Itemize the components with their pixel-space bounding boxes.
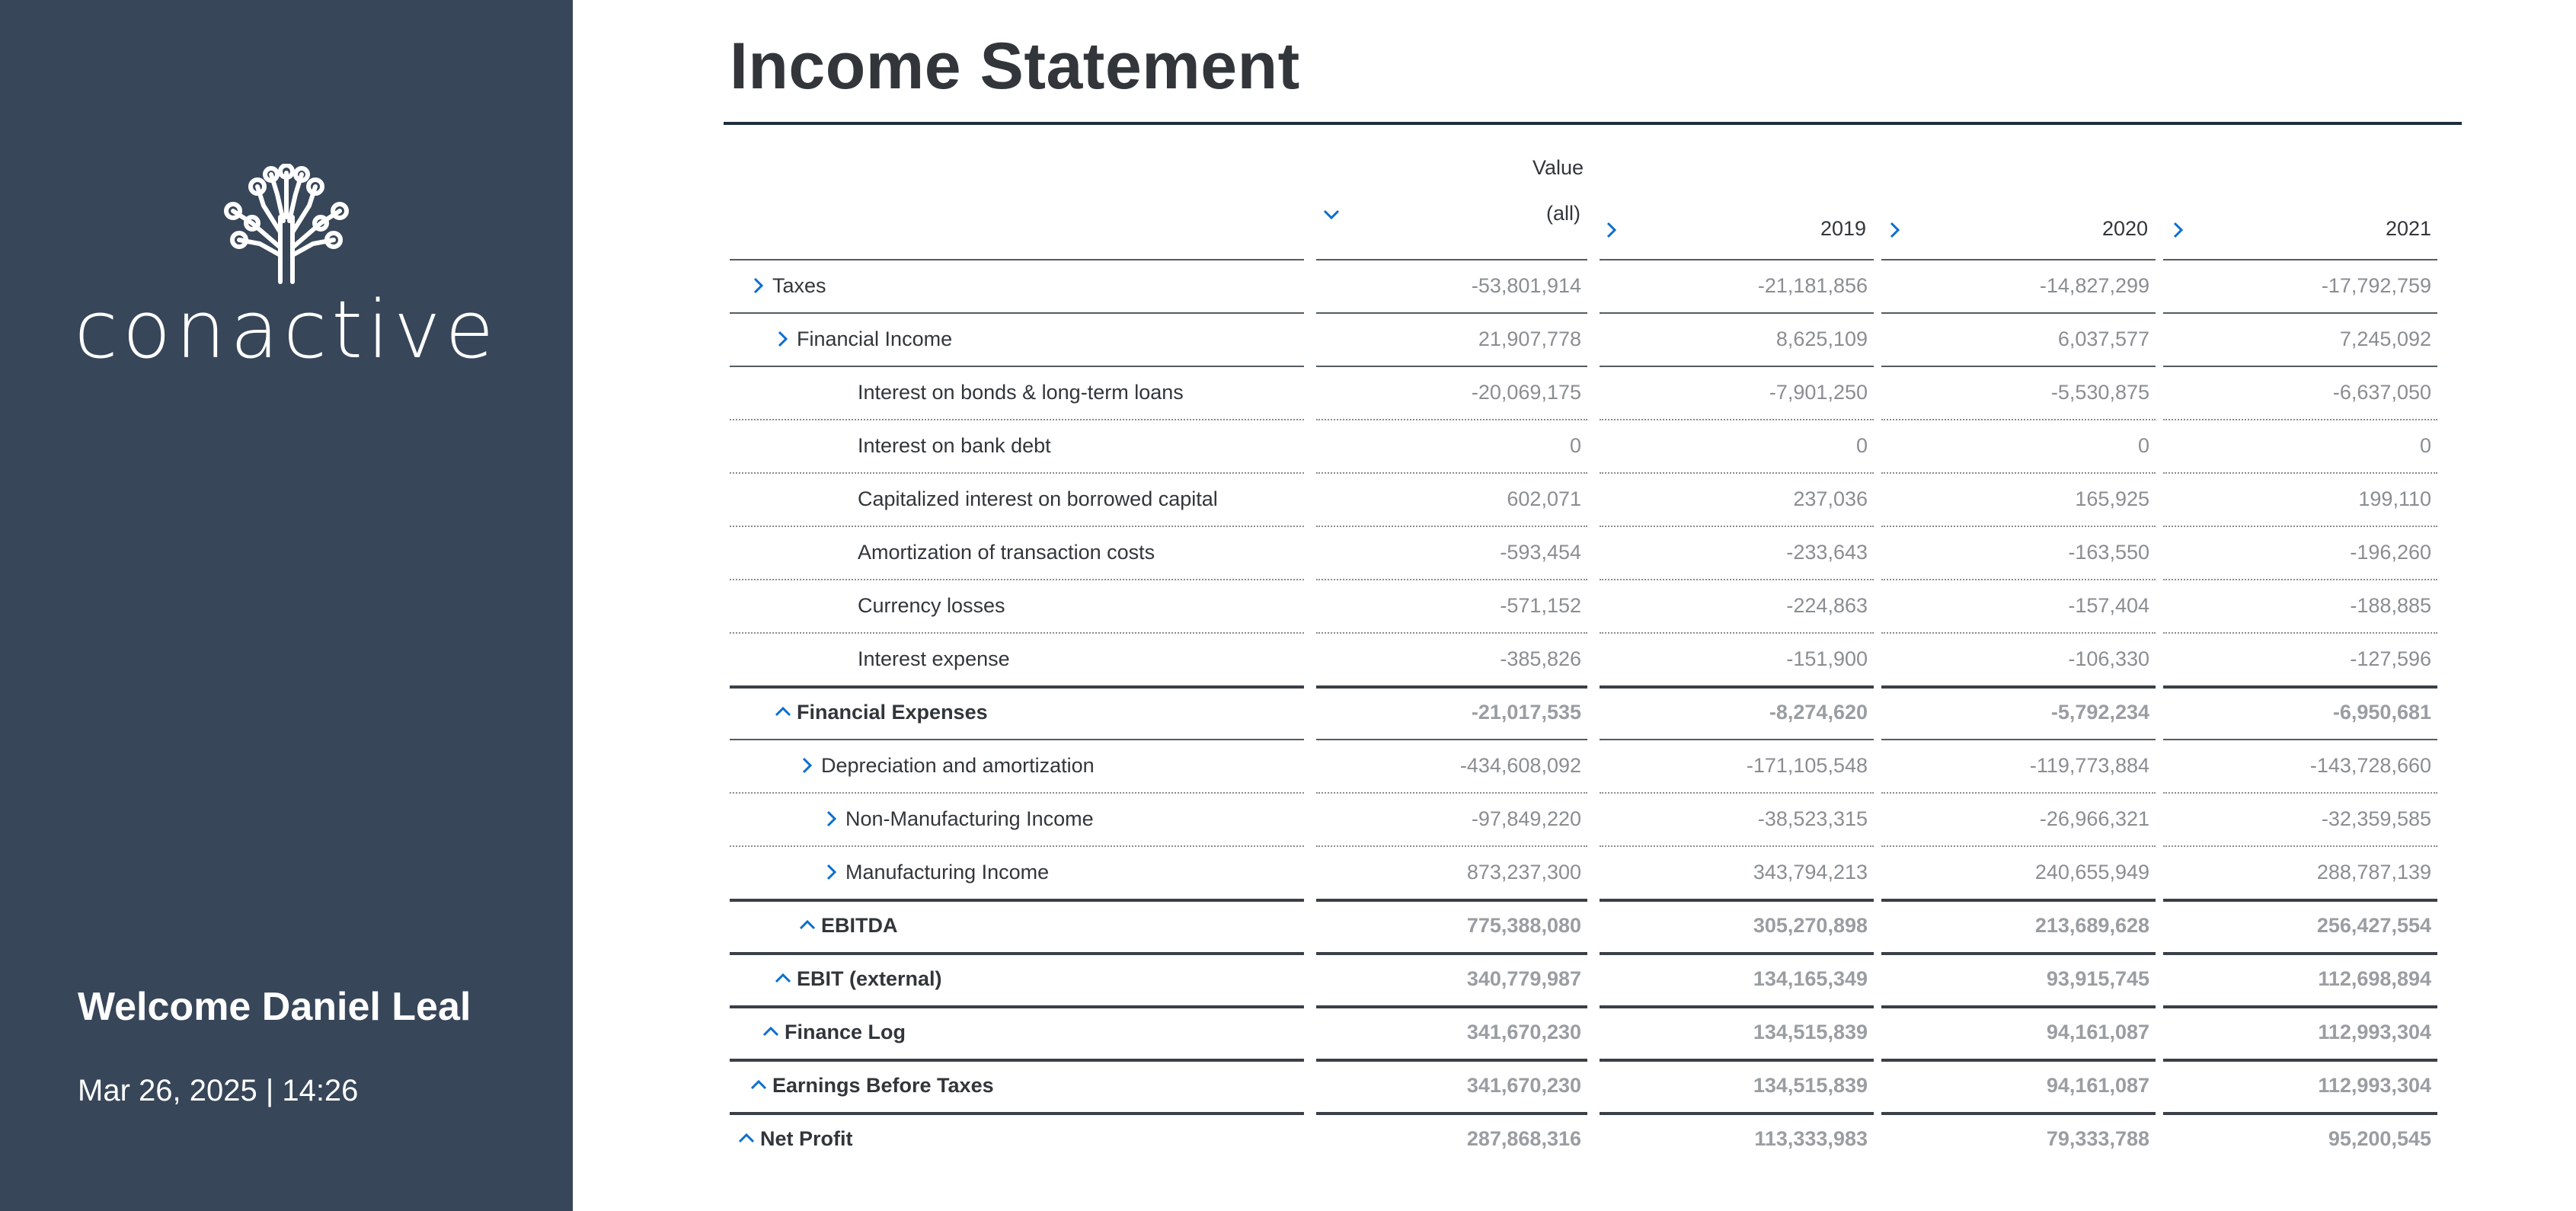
row-value: 873,237,300 <box>1466 861 1581 883</box>
row-label: Depreciation and amortization <box>821 754 1095 777</box>
chevron-up-icon[interactable] <box>771 700 795 724</box>
row-value: 94,161,087 <box>2046 1021 2149 1043</box>
row-value: 94,161,087 <box>2046 1074 2149 1097</box>
row-value: -21,017,535 <box>1471 701 1581 724</box>
row-label: Currency losses <box>858 594 1005 617</box>
row-label: Taxes <box>772 274 826 297</box>
row-value: 165,925 <box>2075 487 2149 510</box>
row-value: -32,359,585 <box>2321 807 2431 830</box>
row-value: 113,333,983 <box>1754 1127 1868 1150</box>
row-label: Interest on bank debt <box>858 434 1051 457</box>
table-row[interactable] <box>0 739 2576 792</box>
row-value: -5,530,875 <box>2050 381 2149 404</box>
row-label: Interest expense <box>858 647 1010 670</box>
row-value: 240,655,949 <box>2034 861 2149 883</box>
row-value: -571,152 <box>1500 594 1581 617</box>
chevron-right-icon[interactable] <box>795 753 820 778</box>
expand-2019-chevron-right-icon[interactable] <box>1598 216 1625 244</box>
table-row <box>0 366 2576 419</box>
row-value: -127,596 <box>2350 647 2431 670</box>
row-label: Financial Expenses <box>797 701 988 724</box>
year-2021-header: 2021 <box>2386 217 2432 240</box>
row-value: 287,868,316 <box>1466 1127 1581 1150</box>
row-label: EBIT (external) <box>797 967 942 990</box>
table-row[interactable] <box>0 685 2576 739</box>
row-value: 79,333,788 <box>2046 1127 2149 1150</box>
row-value: 288,787,139 <box>2316 861 2431 883</box>
row-label: Finance Log <box>785 1021 906 1043</box>
row-value: -26,966,321 <box>2039 807 2149 830</box>
row-value: -171,105,548 <box>1746 754 1868 777</box>
welcome-message: Welcome Daniel Leal <box>78 985 471 1029</box>
row-value: -233,643 <box>1786 541 1868 564</box>
row-label: Non-Manufacturing Income <box>845 807 1094 830</box>
all-years-header: (all) <box>1546 202 1580 225</box>
row-value: -8,274,620 <box>1769 701 1868 724</box>
logo-wordmark: conactive <box>74 283 499 376</box>
row-value: 213,689,628 <box>2034 914 2149 937</box>
row-value: -224,863 <box>1786 594 1868 617</box>
row-label: Capitalized interest on borrowed capital <box>858 487 1218 510</box>
row-value: -106,330 <box>2068 647 2149 670</box>
chevron-up-icon[interactable] <box>734 1126 759 1151</box>
current-datetime: Mar 26, 2025 | 14:26 <box>78 1074 359 1107</box>
row-value: 6,037,577 <box>2057 328 2149 350</box>
row-value: -97,849,220 <box>1471 807 1581 830</box>
row-value: 602,071 <box>1507 487 1581 510</box>
value-measure-header: Value <box>1532 156 1584 179</box>
table-row <box>0 472 2576 526</box>
row-label: Interest on bonds & long-term loans <box>858 381 1184 404</box>
row-value: 93,915,745 <box>2046 967 2149 990</box>
table-row[interactable] <box>0 952 2576 1005</box>
table-row[interactable] <box>0 1112 2576 1165</box>
row-value: 0 <box>1855 434 1868 457</box>
row-value: -38,523,315 <box>1757 807 1868 830</box>
table-row <box>0 419 2576 472</box>
row-value: 112,993,304 <box>2318 1021 2431 1043</box>
table-row <box>0 579 2576 632</box>
chevron-up-icon[interactable] <box>771 967 795 991</box>
table-row[interactable] <box>0 312 2576 366</box>
expand-2020-chevron-right-icon[interactable] <box>1881 216 1909 244</box>
year-2019-header: 2019 <box>1820 217 1867 240</box>
row-value: 199,110 <box>2358 487 2431 510</box>
row-value: 340,779,987 <box>1466 967 1581 990</box>
table-row[interactable] <box>0 259 2576 312</box>
row-value: 237,036 <box>1793 487 1868 510</box>
chevron-right-icon[interactable] <box>820 860 844 884</box>
row-value: 341,670,230 <box>1466 1021 1581 1043</box>
row-value: -6,637,050 <box>2332 381 2431 404</box>
row-label: EBITDA <box>821 914 898 937</box>
row-value: -6,950,681 <box>2332 701 2431 724</box>
row-value: -20,069,175 <box>1471 381 1581 404</box>
row-label: Earnings Before Taxes <box>772 1074 994 1097</box>
row-value: -119,773,884 <box>2029 754 2149 777</box>
expand-2021-chevron-right-icon[interactable] <box>2165 216 2192 244</box>
row-value: -157,404 <box>2068 594 2149 617</box>
row-value: 7,245,092 <box>2339 328 2431 350</box>
row-label: Manufacturing Income <box>845 861 1050 883</box>
row-value: 0 <box>2419 434 2431 457</box>
row-value: -7,901,250 <box>1769 381 1868 404</box>
row-value: 112,698,894 <box>2318 967 2431 990</box>
row-value: -434,608,092 <box>1459 754 1581 777</box>
row-value: -53,801,914 <box>1471 274 1581 297</box>
row-label: Amortization of transaction costs <box>858 541 1155 564</box>
row-value: -163,550 <box>2068 541 2149 564</box>
row-value: 134,165,349 <box>1753 967 1868 990</box>
row-value: 256,427,554 <box>2316 914 2431 937</box>
chevron-down-icon[interactable] <box>1318 201 1345 228</box>
row-value: 21,907,778 <box>1478 328 1581 350</box>
row-value: 134,515,839 <box>1753 1074 1868 1097</box>
chevron-up-icon[interactable] <box>759 1020 783 1044</box>
row-value: 341,670,230 <box>1466 1074 1581 1097</box>
row-value: -188,885 <box>2350 594 2431 617</box>
row-value: -17,792,759 <box>2321 274 2431 297</box>
row-value: 134,515,839 <box>1753 1021 1868 1043</box>
row-value: 305,270,898 <box>1753 914 1868 937</box>
row-value: 95,200,545 <box>2328 1127 2431 1150</box>
row-value: -385,826 <box>1500 647 1581 670</box>
row-value: -593,454 <box>1500 541 1581 564</box>
row-label: Net Profit <box>760 1127 853 1150</box>
row-value: -151,900 <box>1786 647 1868 670</box>
table-row[interactable] <box>0 845 2576 899</box>
chevron-up-icon[interactable] <box>795 913 820 938</box>
row-value: 0 <box>1569 434 1581 457</box>
chevron-right-icon[interactable] <box>746 273 771 298</box>
table-row[interactable] <box>0 792 2576 845</box>
row-value: -5,792,234 <box>2050 701 2149 724</box>
chevron-right-icon[interactable] <box>820 807 844 831</box>
row-value: -196,260 <box>2350 541 2431 564</box>
chevron-right-icon[interactable] <box>771 327 795 351</box>
row-value: 343,794,213 <box>1753 861 1868 883</box>
table-row <box>0 526 2576 579</box>
row-value: -21,181,856 <box>1757 274 1868 297</box>
table-row <box>0 632 2576 685</box>
table-row[interactable] <box>0 1005 2576 1059</box>
row-value: 0 <box>2137 434 2149 457</box>
chevron-up-icon[interactable] <box>746 1073 771 1098</box>
row-value: 8,625,109 <box>1775 328 1868 350</box>
page-title: Income Statement <box>730 30 1300 103</box>
row-value: 775,388,080 <box>1466 914 1581 937</box>
row-value: -14,827,299 <box>2039 274 2149 297</box>
table-row[interactable] <box>0 899 2576 952</box>
title-divider <box>724 122 2462 125</box>
row-label: Financial Income <box>797 328 953 350</box>
row-value: 112,993,304 <box>2318 1074 2431 1097</box>
year-2020-header: 2020 <box>2102 217 2149 240</box>
row-value: -143,728,660 <box>2309 754 2431 777</box>
table-row[interactable] <box>0 1059 2576 1112</box>
